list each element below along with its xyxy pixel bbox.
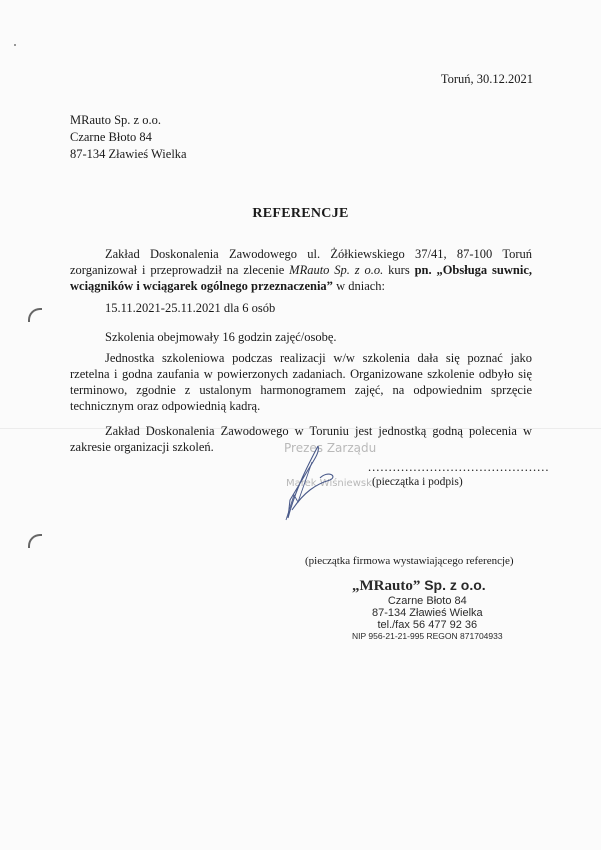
scan-speck xyxy=(14,44,16,46)
company-stamp-caption: (pieczątka firmowa wystawiającego referencje) xyxy=(305,555,514,567)
recipient-city: 87-134 Zławieś Wielka xyxy=(70,147,187,161)
recommendation-paragraph: Zakład Doskonalenia Zawodowego w Toruniu jest jednostką godną polecenia w zakresie organizacji szkoleń. xyxy=(70,424,532,454)
assessment-paragraph: Jednostka szkoleniowa podczas realizacji w/w szkolenia dała się poznać jako rzetelna i godna zaufania w powierzonych zadaniach. Organizowane szkolenie odbyło się terminowo, zgodnie z ustalonym harmonogramem zajęć, na odpowiednim sprzęcie technicznym oraz odpowiednią kadrą. xyxy=(70,351,532,413)
document-title: REFERENCJE xyxy=(252,206,349,221)
signature-caption: (pieczątka i podpis) xyxy=(372,476,463,488)
stamp-brand: „MRauto” xyxy=(352,578,421,594)
training-dates: 15.11.2021-25.11.2021 dla 6 osób xyxy=(105,301,276,315)
stamp-legal-form: Sp. z o.o. xyxy=(420,577,486,593)
stamp-city: 87-134 Zławieś Wielka xyxy=(371,607,483,619)
intro-text-2: kurs xyxy=(383,263,415,277)
punch-hole-mark-bottom xyxy=(28,534,42,548)
punch-hole-mark-top xyxy=(28,308,42,322)
training-hours: Szkolenia obejmowały 16 godzin zajęć/osobę. xyxy=(105,330,337,344)
signature-dotted-line: ............................................ xyxy=(368,460,550,474)
intro-text-3: w dniach: xyxy=(332,279,386,293)
company-stamp xyxy=(352,577,503,641)
client-name: MRauto Sp. z o.o. xyxy=(289,263,384,277)
recipient-street: Czarne Błoto 84 xyxy=(70,130,152,144)
recipient-name: MRauto Sp. z o.o. xyxy=(70,113,161,127)
recipient-address xyxy=(70,112,187,163)
faint-stamp-title: Prezes Zarządu xyxy=(284,441,377,455)
handwritten-signature xyxy=(268,440,378,530)
faint-stamp-name: Marek Wiśniewski xyxy=(286,478,375,489)
stamp-street: Czarne Błoto 84 xyxy=(387,595,467,607)
stamp-ids: NIP 956-21-21-995 REGON 871704933 xyxy=(352,631,503,641)
stamp-phone: tel./fax 56 477 92 36 xyxy=(377,619,478,631)
date-line: Toruń, 30.12.2021 xyxy=(440,72,533,86)
intro-text: Zakład Doskonalenia Zawodowego ul. Żółkiewskiego 37/41, 87-100 Toruń zorganizował i przeprowadził na zlecenie xyxy=(70,247,532,277)
intro-paragraph xyxy=(70,246,532,294)
course-name: pn. „Obsługa suwnic, wciągników i wciągarek ogólnego przeznaczenia” xyxy=(70,263,532,293)
stamp-company-name xyxy=(352,577,503,595)
